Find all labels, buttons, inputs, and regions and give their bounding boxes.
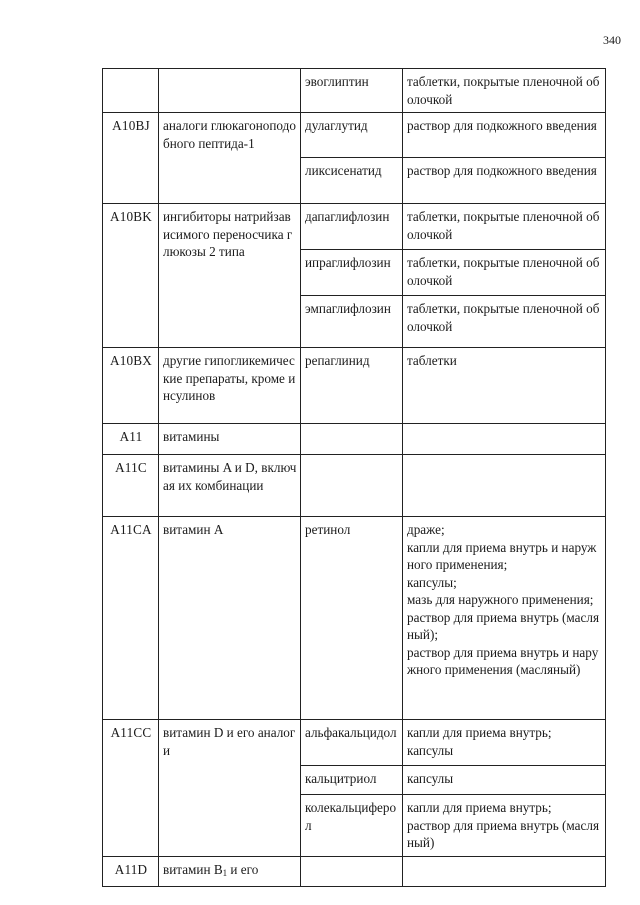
atc-group-name-part: витамин B — [163, 862, 223, 877]
table-row — [103, 517, 606, 720]
dosage-form: капсулы — [407, 742, 454, 758]
atc-code: A11CA — [103, 517, 159, 720]
dosage-form: драже; — [407, 522, 445, 537]
atc-code: A11C — [103, 455, 159, 517]
dosage-form: раствор для приема внутрь (масляный) — [407, 817, 600, 850]
drug-name: ипраглифлозин — [301, 250, 403, 296]
table-row — [103, 69, 606, 113]
drug-name: кальцитриол — [301, 766, 403, 795]
dosage-form — [403, 455, 606, 517]
drug-name — [301, 424, 403, 455]
drug-name: дулаглутид — [301, 113, 403, 158]
drug-name: дапаглифлозин — [301, 204, 403, 250]
drug-name: эвоглиптин — [301, 69, 403, 113]
dosage-form: таблетки, покрытые пленочной оболочкой — [403, 250, 606, 296]
atc-group-name-part: и его — [227, 862, 259, 877]
drug-name — [301, 857, 403, 887]
atc-group-name: аналоги глюкагоноподобного пептида-1 — [159, 113, 301, 204]
dosage-form: капли для приема внутрь; — [407, 800, 552, 815]
dosage-form: капсулы — [403, 766, 606, 795]
dosage-form: таблетки, покрытые пленочной оболочкой — [403, 69, 606, 113]
drug-name — [301, 455, 403, 517]
atc-group-name: витамин A — [159, 517, 301, 720]
atc-group-name — [159, 69, 301, 113]
dosage-form-list — [403, 720, 606, 766]
atc-code: A10BJ — [103, 113, 159, 204]
atc-code: A10BK — [103, 204, 159, 348]
drug-name: репаглинид — [301, 348, 403, 424]
dosage-form-list — [403, 795, 606, 857]
drug-name: ликсисенатид — [301, 158, 403, 204]
dosage-form: раствор для подкожного введения — [403, 113, 606, 158]
atc-code — [103, 69, 159, 113]
dosage-form: капли для приема внутрь и наружного применения; — [407, 539, 597, 572]
dosage-form: раствор для подкожного введения — [403, 158, 606, 204]
drug-name: эмпаглифлозин — [301, 296, 403, 348]
dosage-form: раствор для приема внутрь и наружного применения (масляный) — [407, 644, 599, 677]
dosage-form: капли для приема внутрь; — [407, 725, 552, 740]
dosage-form — [403, 424, 606, 455]
table-row — [103, 720, 606, 766]
dosage-form: таблетки — [403, 348, 606, 424]
drug-name: альфакальцидол — [301, 720, 403, 766]
atc-code: A11D — [103, 857, 159, 887]
atc-group-name: другие гипогликемические препараты, кроме инсулинов — [159, 348, 301, 424]
dosage-form: таблетки, покрытые пленочной оболочкой — [403, 204, 606, 250]
vitamin-subscript: 1 — [222, 868, 228, 878]
atc-group-name: витамины — [159, 424, 301, 455]
atc-code: A10BX — [103, 348, 159, 424]
dosage-form-list — [403, 517, 606, 720]
atc-code: A11 — [103, 424, 159, 455]
atc-group-name: ингибиторы натрийзависимого переносчика глюкозы 2 типа — [159, 204, 301, 348]
dosage-form: таблетки, покрытые пленочной оболочкой — [403, 296, 606, 348]
dosage-form: мазь для наружного применения; — [407, 592, 594, 607]
table-row — [103, 455, 606, 517]
dosage-form: раствор для приема внутрь (масляный); — [407, 609, 600, 642]
drug-name: ретинол — [301, 517, 403, 720]
table-row — [103, 348, 606, 424]
atc-group-name — [159, 857, 301, 887]
atc-code: A11CC — [103, 720, 159, 857]
atc-group-name: витамины A и D, включая их комбинации — [159, 455, 301, 517]
page-number: 340 — [603, 33, 621, 47]
atc-group-name: витамин D и его аналоги — [159, 720, 301, 857]
dosage-form: капсулы; — [407, 574, 457, 590]
table-row — [103, 113, 606, 158]
table-row — [103, 204, 606, 250]
table-row — [103, 857, 606, 887]
drug-table — [102, 68, 606, 887]
table-row — [103, 424, 606, 455]
dosage-form — [403, 857, 606, 887]
drug-name: колекальциферол — [301, 795, 403, 857]
